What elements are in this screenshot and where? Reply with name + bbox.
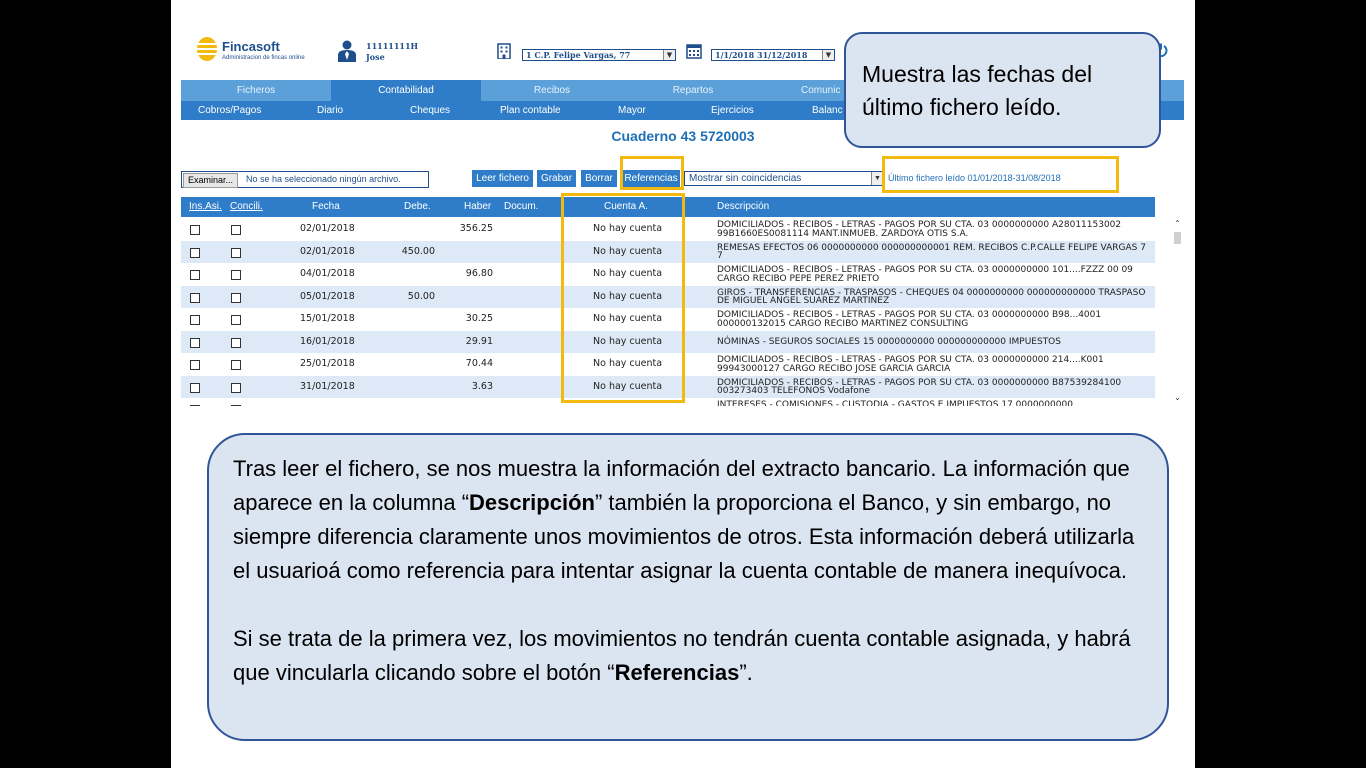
table-scrollbar[interactable]: [1171, 218, 1184, 406]
subnav-plan-contable[interactable]: Plan contable: [500, 105, 561, 116]
callout-explanation: [207, 433, 1169, 741]
concili-checkbox[interactable]: [231, 383, 241, 393]
user-icon: [338, 40, 356, 62]
read-file-button[interactable]: Leer fichero: [472, 170, 533, 187]
ins-asi-checkbox[interactable]: [190, 338, 200, 348]
cell-haber: 3.63: [471, 380, 493, 392]
last-file-read: Último fichero leído 01/01/2018-31/08/2018: [888, 173, 1061, 183]
references-button[interactable]: Referencias: [622, 170, 680, 187]
cell-cuenta[interactable]: No hay cuenta: [593, 223, 663, 234]
col-docum: Docum.: [504, 201, 539, 212]
cell-haber: 70.44: [465, 358, 493, 369]
subnav-diario[interactable]: Diario: [317, 105, 344, 116]
callout-p1-bold: Descripción: [469, 490, 595, 515]
hive-logo-icon: [196, 36, 218, 62]
subnav-mayor[interactable]: Mayor: [618, 105, 646, 116]
cell-fecha: 31/01/2018: [300, 380, 355, 392]
chevron-down-icon[interactable]: ▼: [822, 50, 834, 60]
subnav-cheques[interactable]: Cheques: [410, 105, 451, 116]
ins-asi-checkbox[interactable]: [190, 360, 200, 370]
fincasoft-logo[interactable]: [196, 36, 326, 66]
cell-descripcion: INTERESES - COMISIONES - CUSTODIA - GASTOS E IMPUESTOS 17 0000000000: [717, 400, 1073, 406]
callout-paragraph-2: [233, 622, 1143, 690]
ins-asi-checkbox[interactable]: [190, 405, 200, 406]
tab-contabilidad[interactable]: Contabilidad: [331, 80, 481, 101]
cell-cuenta[interactable]: No hay cuenta: [593, 245, 663, 257]
slide: [171, 0, 1195, 768]
cell-fecha: 04/01/2018: [300, 268, 355, 279]
user-name: Jose: [366, 52, 385, 62]
callout-p1-text-a: Tras leer el fichero, se nos muestra la información del extracto bancario. La información que aparece en la columna “: [233, 456, 1130, 515]
cell-fecha: 05/01/2018: [300, 290, 355, 302]
callout-p2-text-a: Si se trata de la primera vez, los movimientos no tendrán cuenta contable asignada, y habrá que vincularla clicando sobre el botón “: [233, 626, 1131, 685]
ins-asi-checkbox[interactable]: [190, 293, 200, 303]
match-filter-select[interactable]: [684, 171, 884, 186]
calendar-icon: [686, 43, 702, 59]
file-input[interactable]: [181, 171, 429, 188]
col-debe: Debe.: [404, 201, 431, 212]
cell-haber: 30.25: [465, 313, 493, 324]
callout-last-file: [844, 32, 1161, 148]
concili-checkbox[interactable]: [231, 293, 241, 303]
tab-recibos[interactable]: Recibos: [533, 85, 571, 96]
chevron-down-icon[interactable]: ▼: [871, 172, 883, 185]
subnav-cobros-pagos[interactable]: Cobros/Pagos: [198, 105, 262, 116]
col-descripcion: Descripción: [717, 201, 770, 212]
cell-cuenta[interactable]: No hay cuenta: [593, 290, 663, 302]
cell-fecha: 15/01/2018: [300, 313, 355, 324]
cell-descripcion: DOMICILIADOS - RECIBOS - LETRAS - PAGOS POR SU CTA. 03 0000000000 101....FZZZ 00 09 CARGO RECIBO PEPE PEREZ PRIETO: [717, 265, 1133, 284]
cell-descripcion: NÓMINAS - SEGUROS SOCIALES 15 0000000000 000000000000 IMPUESTOS: [717, 336, 1061, 347]
concili-checkbox[interactable]: [231, 270, 241, 280]
cell-debe: 50.00: [407, 290, 435, 302]
callout-paragraph-1: [233, 452, 1143, 588]
user-id: 11111111H: [366, 41, 419, 51]
subnav-ejercicios[interactable]: Ejercicios: [711, 105, 754, 116]
tab-comunicaciones[interactable]: Comunic: [801, 85, 841, 96]
scroll-up-icon[interactable]: ⌃: [1174, 219, 1181, 228]
cell-descripcion: GIROS - TRANSFERENCIAS - TRASPASOS - CHEQUES 04 0000000000 000000000000 TRASPASO DE MIGUEL ANGEL SUAREZ MARTINEZ: [717, 287, 1146, 306]
match-filter-value: Mostrar sin coincidencias: [689, 173, 802, 184]
cell-descripcion: REMESAS EFECTOS 06 0000000000 000000000001 REM. RECIBOS C.P.CALLE FELIPE VARGAS 7 7: [717, 242, 1146, 261]
cell-haber: 29.91: [465, 335, 493, 347]
cell-haber: 356.25: [459, 223, 493, 234]
col-ins-asi[interactable]: Ins.Asi.: [189, 201, 222, 212]
col-concili[interactable]: Concili.: [230, 201, 263, 212]
community-select[interactable]: [522, 49, 676, 61]
building-icon: [497, 43, 511, 59]
ins-asi-checkbox[interactable]: [190, 270, 200, 280]
cell-fecha: 02/01/2018: [300, 245, 355, 257]
cell-cuenta[interactable]: No hay cuenta: [593, 268, 663, 279]
file-status: No se ha seleccionado ningún archivo.: [246, 174, 401, 184]
callout-last-file-text: Muestra las fechas del último fichero leído.: [862, 61, 1093, 120]
chevron-down-icon[interactable]: ▼: [663, 50, 675, 60]
callout-p2-text-b: ”.: [739, 660, 753, 685]
tab-repartos[interactable]: Repartos: [672, 85, 714, 96]
logo-subtitle: Administracion de fincas online: [222, 55, 305, 61]
concili-checkbox[interactable]: [231, 405, 241, 406]
community-select-value: 1 C.P. Felipe Vargas, 77: [526, 50, 631, 60]
save-button[interactable]: Grabar: [537, 170, 576, 187]
cell-cuenta[interactable]: No hay cuenta: [593, 380, 663, 392]
period-select[interactable]: [711, 49, 835, 61]
concili-checkbox[interactable]: [231, 248, 241, 258]
delete-button[interactable]: Borrar: [581, 170, 617, 187]
subnav-balance[interactable]: Balanc: [812, 105, 843, 116]
ins-asi-checkbox[interactable]: [190, 248, 200, 258]
ins-asi-checkbox[interactable]: [190, 315, 200, 325]
col-cuenta: Cuenta A.: [604, 201, 648, 212]
last-file-highlight: [882, 156, 1119, 193]
browse-button[interactable]: Examinar...: [183, 173, 238, 188]
concili-checkbox[interactable]: [231, 338, 241, 348]
cell-cuenta[interactable]: No hay cuenta: [593, 358, 663, 369]
cell-fecha: 25/01/2018: [300, 358, 355, 369]
cell-fecha: 16/01/2018: [300, 335, 355, 347]
cell-cuenta[interactable]: No hay cuenta: [593, 313, 663, 324]
col-fecha: Fecha: [312, 201, 340, 212]
cell-descripcion: DOMICILIADOS - RECIBOS - LETRAS - PAGOS POR SU CTA. 03 0000000000 A28011153002 99B1660ES0081114 MANT.INMUEB. ZARDOYA OTIS S.A.: [717, 220, 1122, 239]
cell-debe: 450.00: [401, 245, 435, 257]
concili-checkbox[interactable]: [231, 225, 241, 235]
cell-cuenta[interactable]: No hay cuenta: [593, 335, 663, 347]
cell-descripcion: DOMICILIADOS - RECIBOS - LETRAS - PAGOS POR SU CTA. 03 0000000000 214....K001 99943000127 CARGO RECIBO JOSE GARCIA GARCIA: [717, 355, 1104, 374]
callout-p1-text-b: ” también la proporciona el Banco, y sin embargo, no siempre diferencia claramente unos movimientos de otros. Esta información deberá utilizarla el usuarioá como referencia para intentar asignar la cuenta contable de manera inequívoca.: [233, 490, 1135, 583]
concili-checkbox[interactable]: [231, 360, 241, 370]
concili-checkbox[interactable]: [231, 315, 241, 325]
tab-ficheros[interactable]: Ficheros: [236, 85, 276, 96]
col-haber: Haber: [464, 201, 492, 212]
page-title: Cuaderno 43 5720003: [611, 128, 755, 144]
cell-haber: 96.80: [465, 268, 493, 279]
cell-descripcion: DOMICILIADOS - RECIBOS - LETRAS - PAGOS POR SU CTA. 03 0000000000 B98...4001 000000132015 CARGO RECIBO MARTINEZ CONSULTING: [717, 310, 1102, 329]
cell-descripcion: DOMICILIADOS - RECIBOS - LETRAS - PAGOS POR SU CTA. 03 0000000000 B87539284100 003273403 TELEFONOS Vodafone: [717, 377, 1122, 396]
references-highlight: [620, 156, 684, 190]
callout-p2-bold: Referencias: [614, 660, 740, 685]
scroll-thumb[interactable]: [1174, 232, 1181, 244]
account-column-highlight: [561, 193, 685, 403]
logo-name: Fincasoft: [222, 39, 280, 54]
ins-asi-checkbox[interactable]: [190, 225, 200, 235]
period-select-value: 1/1/2018 31/12/2018: [715, 50, 808, 60]
scroll-down-icon[interactable]: ⌄: [1174, 393, 1181, 402]
ins-asi-checkbox[interactable]: [190, 383, 200, 393]
cell-fecha: 02/01/2018: [300, 223, 355, 234]
